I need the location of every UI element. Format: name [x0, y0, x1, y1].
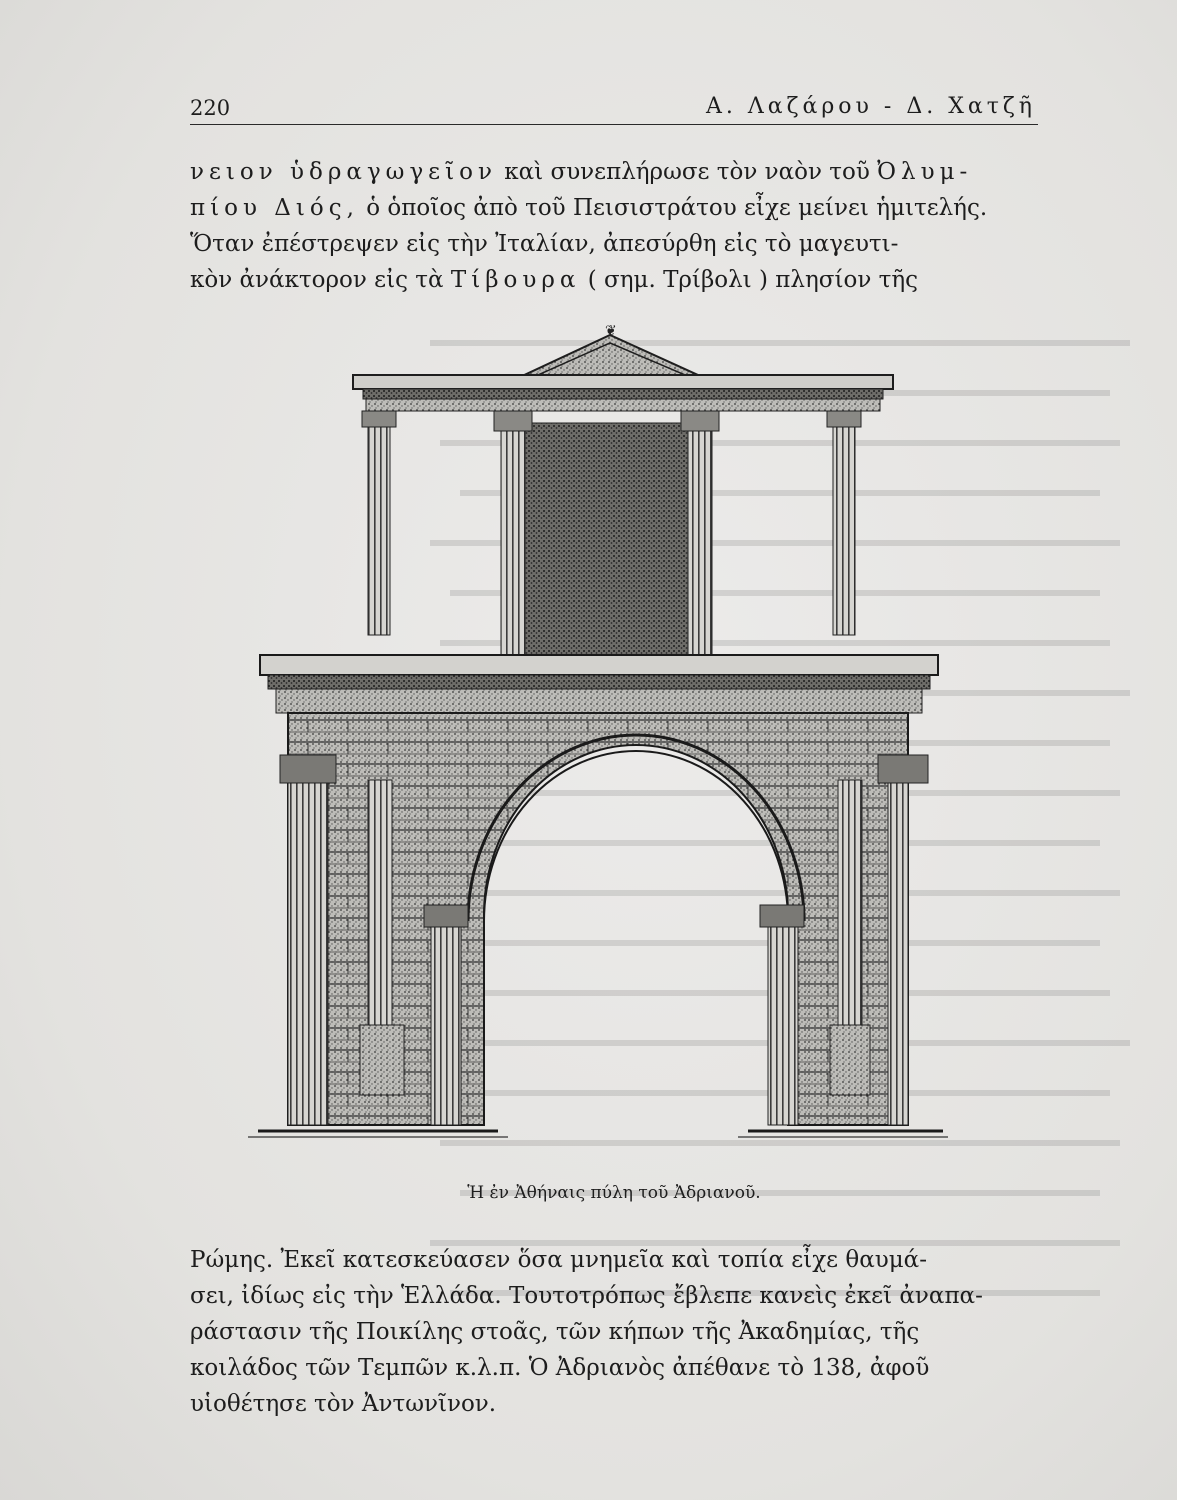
text-line: ράστασιν τῆς Ποικίλης στοᾶς, τῶν κήπων τῆς Ἀκαδημίας, τῆς [190, 1319, 920, 1345]
upper-column [833, 425, 855, 635]
text-line: σει, ἰδίως εἰς τὴν Ἑλλάδα. Τουτοτρόπως ἔβλεπε κανεὶς ἐκεῖ ἀναπα- [190, 1283, 983, 1309]
text-line: νειον ὑδραγωγεῖον καὶ συνεπλήρωσε τὸν ναὸν τοῦ Ὀλυμ- [190, 159, 973, 185]
lower-column [888, 780, 908, 1125]
upper-cornice [353, 375, 893, 389]
arch-engraving [248, 325, 948, 1155]
running-title: Α. Λαζάρου - Δ. Χατζῆ [705, 94, 1036, 119]
text-line: Ὅταν ἐπέστρεψεν εἰς τὴν Ἰταλίαν, ἀπεσύρθη εἰς τὸ μαγευτι- [190, 231, 899, 257]
main-cornice [260, 655, 938, 675]
spaced-term: πίου Διός, [190, 195, 359, 221]
spaced-term: Τίβουρα [450, 267, 581, 293]
spaced-term: νειον ὑδραγωγεῖον [190, 159, 497, 185]
lower-column [288, 780, 328, 1125]
svg-text:❦: ❦ [605, 325, 617, 339]
arch-of-hadrian-illustration [248, 325, 948, 1155]
upper-column [501, 430, 525, 655]
lower-column [431, 925, 461, 1125]
upper-column [368, 425, 390, 635]
figure-caption: Ἡ ἐν Ἀθήναις πύλη τοῦ Ἀδριανοῦ. [467, 1183, 761, 1203]
text-line: κοιλάδος τῶν Τεμπῶν κ.λ.π. Ὁ Ἀδριανὸς ἀπέθανε τὸ 138, ἀφοῦ [190, 1355, 930, 1381]
upper-column [688, 430, 712, 655]
text-line: υἱοθέτησε τὸν Ἀντωνῖνον. [190, 1391, 497, 1417]
page-number: 220 [190, 96, 231, 120]
text-line: πίου Διός, ὁ ὁποῖος ἀπὸ τοῦ Πεισιστράτου εἶχε μείνει ἡμιτελής. [190, 195, 988, 221]
paragraph-bottom [190, 1242, 1038, 1422]
spaced-term: Ὀλυμ- [877, 159, 973, 185]
running-header [190, 88, 1038, 125]
text-line: Ρώμης. Ἐκεῖ κατεσκεύασεν ὅσα μνημεῖα καὶ τοπία εἶχε θαυμά- [190, 1247, 927, 1273]
paragraph-top [190, 154, 1038, 298]
text-line: κὸν ἀνάκτορον εἰς τὰ Τίβουρα ( σημ. Τρίβολι ) πλησίον τῆς [190, 267, 918, 293]
lower-column [768, 925, 798, 1125]
